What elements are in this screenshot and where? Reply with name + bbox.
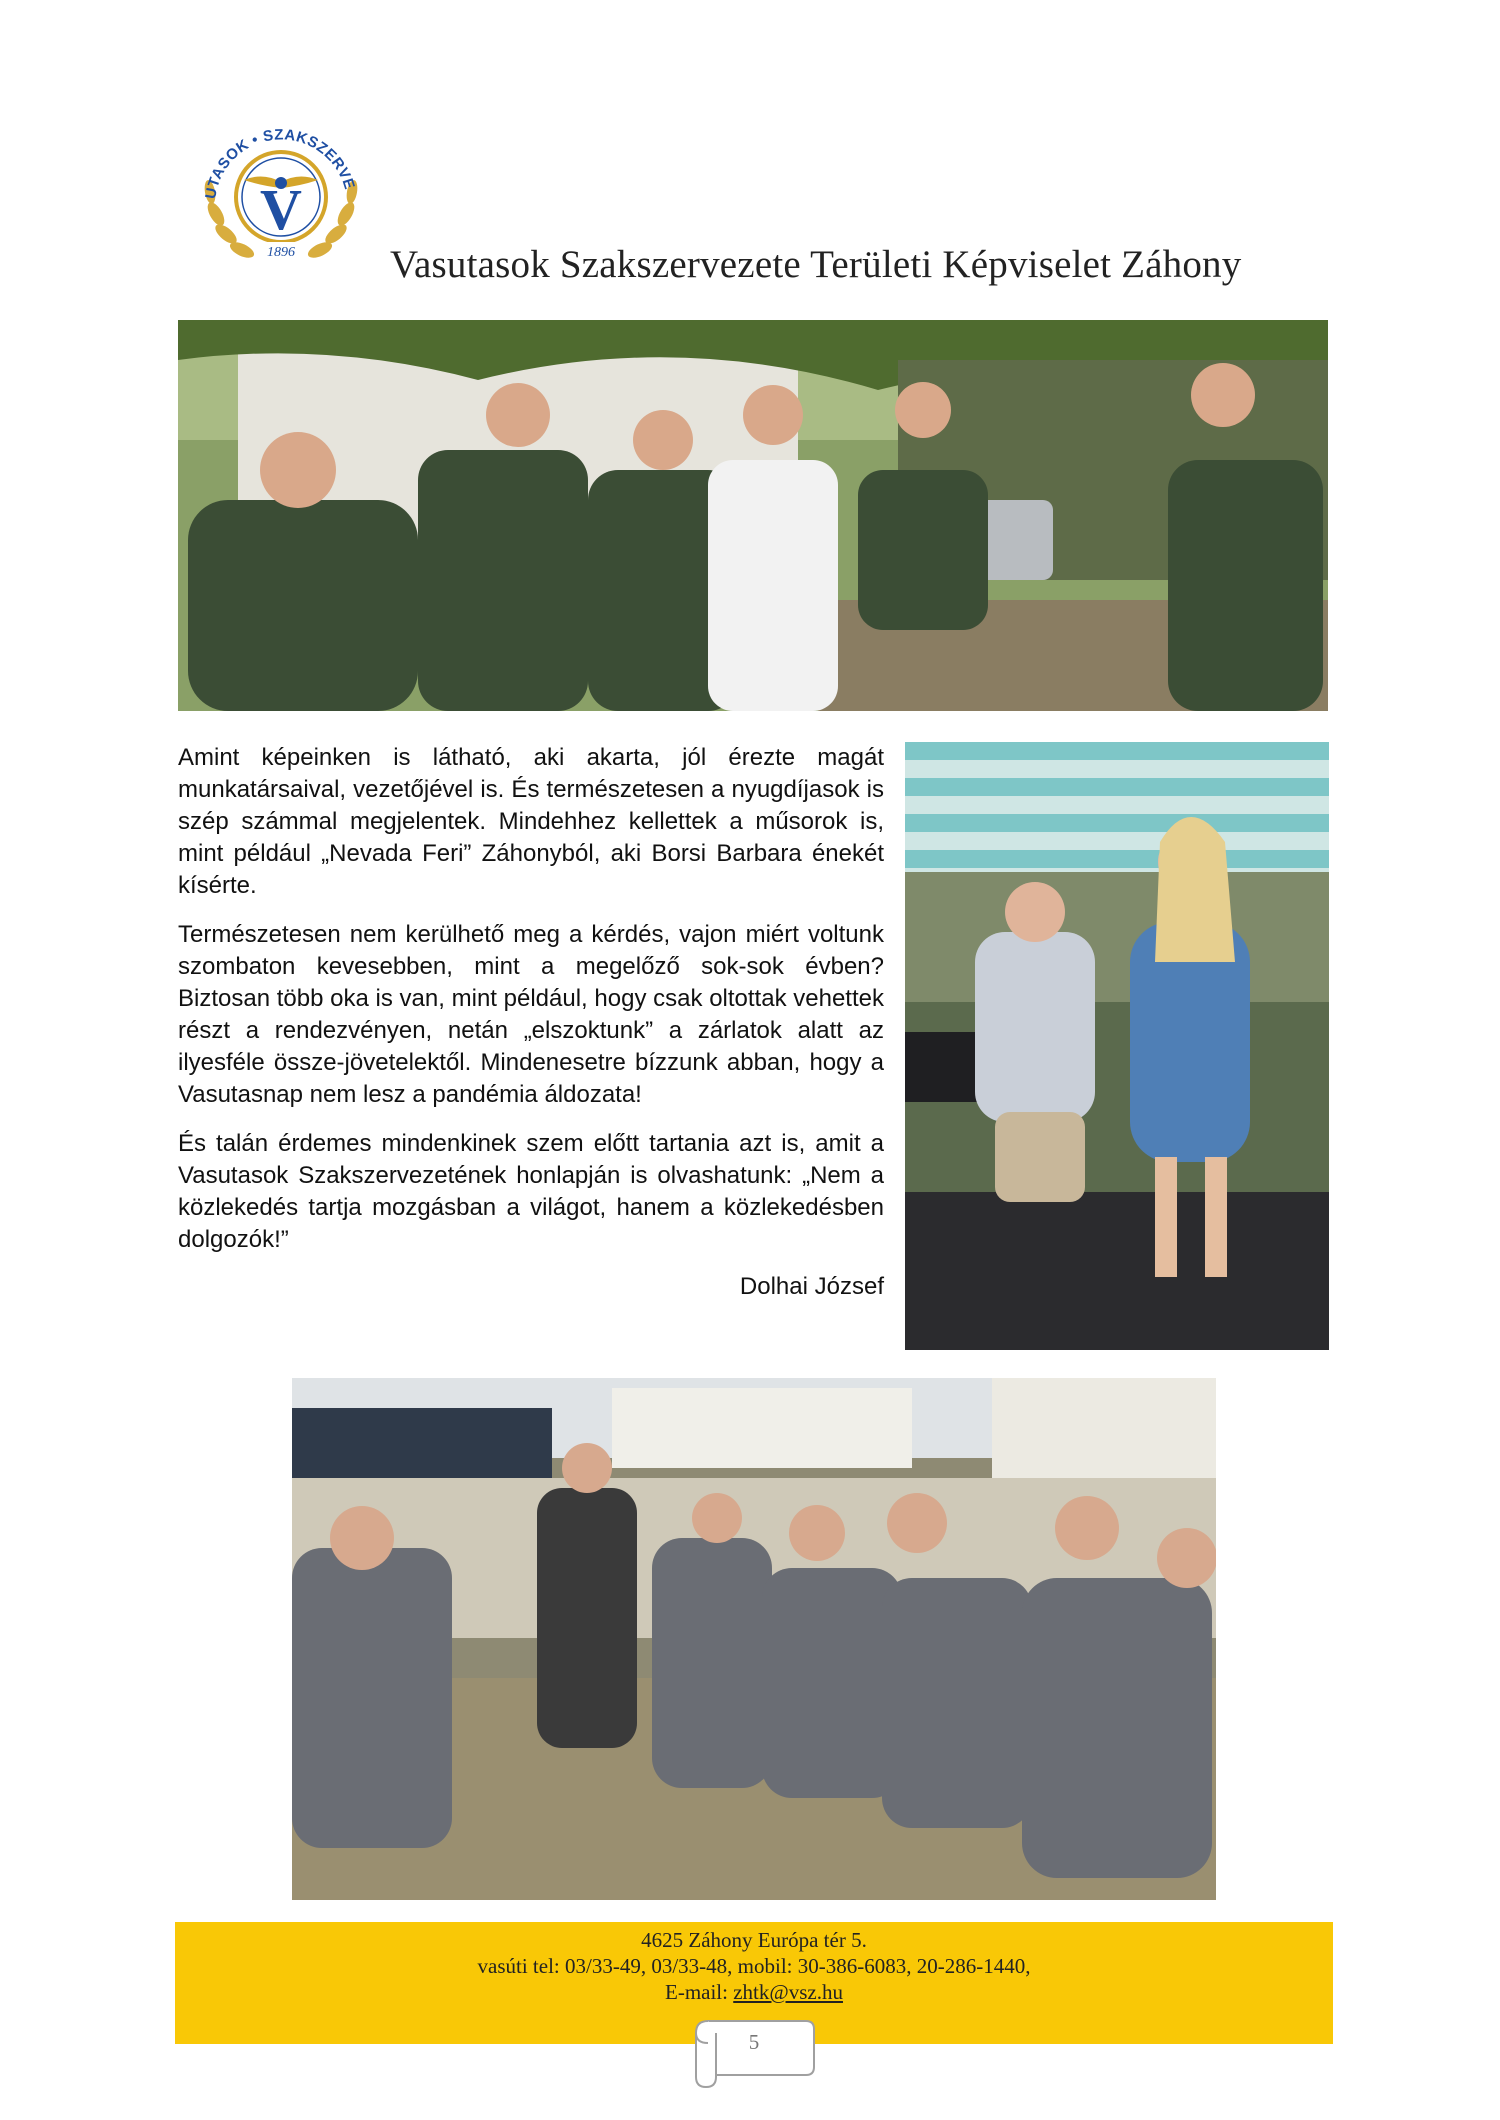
svg-text:VASUTASOK • SZAKSZERVEZETE: UTASOK • SZAKSZERVE — [202, 126, 358, 201]
footer-phones: vasúti tel: 03/33-49, 03/33-48, mobil: 30-386-6083, 20-286-1440, — [477, 1954, 1031, 1978]
photo-performers — [905, 742, 1329, 1350]
article-signature: Dolhai József — [739, 1273, 884, 1300]
article-paragraph: Természetesen nem kerülhető meg a kérdés, vajon miért voltunk szombaton kevesebben, mint a megelőző sok-sok évben? Biztosan több oka is van, mint például, hogy csak oltottak vehettek részt a rendezvényen, netán „elszoktunk” a zárlatok alatt az ilyesféle össze-jövetelektől. Mindenesetre bízzunk abban, hogy a Vasutasnap nem lesz a pandémia áldozata! — [178, 921, 884, 1108]
union-logo-emblem — [188, 94, 374, 280]
page-title: Vasutasok Szakszervezete Területi Képviselet Záhony — [390, 243, 1242, 286]
photo-retirees — [292, 1378, 1216, 1900]
footer-address: 4625 Záhony Európa tér 5. — [641, 1928, 867, 1952]
article-body — [178, 742, 884, 1303]
footer-email-label: E-mail: — [665, 1980, 728, 2004]
article-paragraph: Amint képeinken is látható, aki akarta, jól érezte magát munkatársaival, vezetőjével is. És természetesen a nyugdíjasok is szép számmal megjelentek. Mindehhez kellettek a műsorok is, mint például „Nevada Feri” Záhonyból, aki Borsi Barbara énekét kísérte. — [178, 744, 884, 899]
footer-email-line — [175, 1979, 1333, 2005]
union-logo — [188, 94, 374, 280]
footer-email-link[interactable]: zhtk@vsz.hu — [733, 1980, 843, 2004]
page-number: 5 — [748, 2030, 760, 2054]
svg-text:1896: 1896 — [267, 245, 295, 260]
svg-text:V: V — [260, 177, 302, 242]
article-paragraph: És talán érdemes mindenkinek szem előtt tartania azt is, amit a Vasutasok Szakszervezetének honlapján is olvashatunk: „Nem a közlekedés tartja mozgásban a világot, hanem a közlekedésben dolgozók!” — [178, 1130, 884, 1253]
photo-cooking-group — [178, 320, 1328, 711]
